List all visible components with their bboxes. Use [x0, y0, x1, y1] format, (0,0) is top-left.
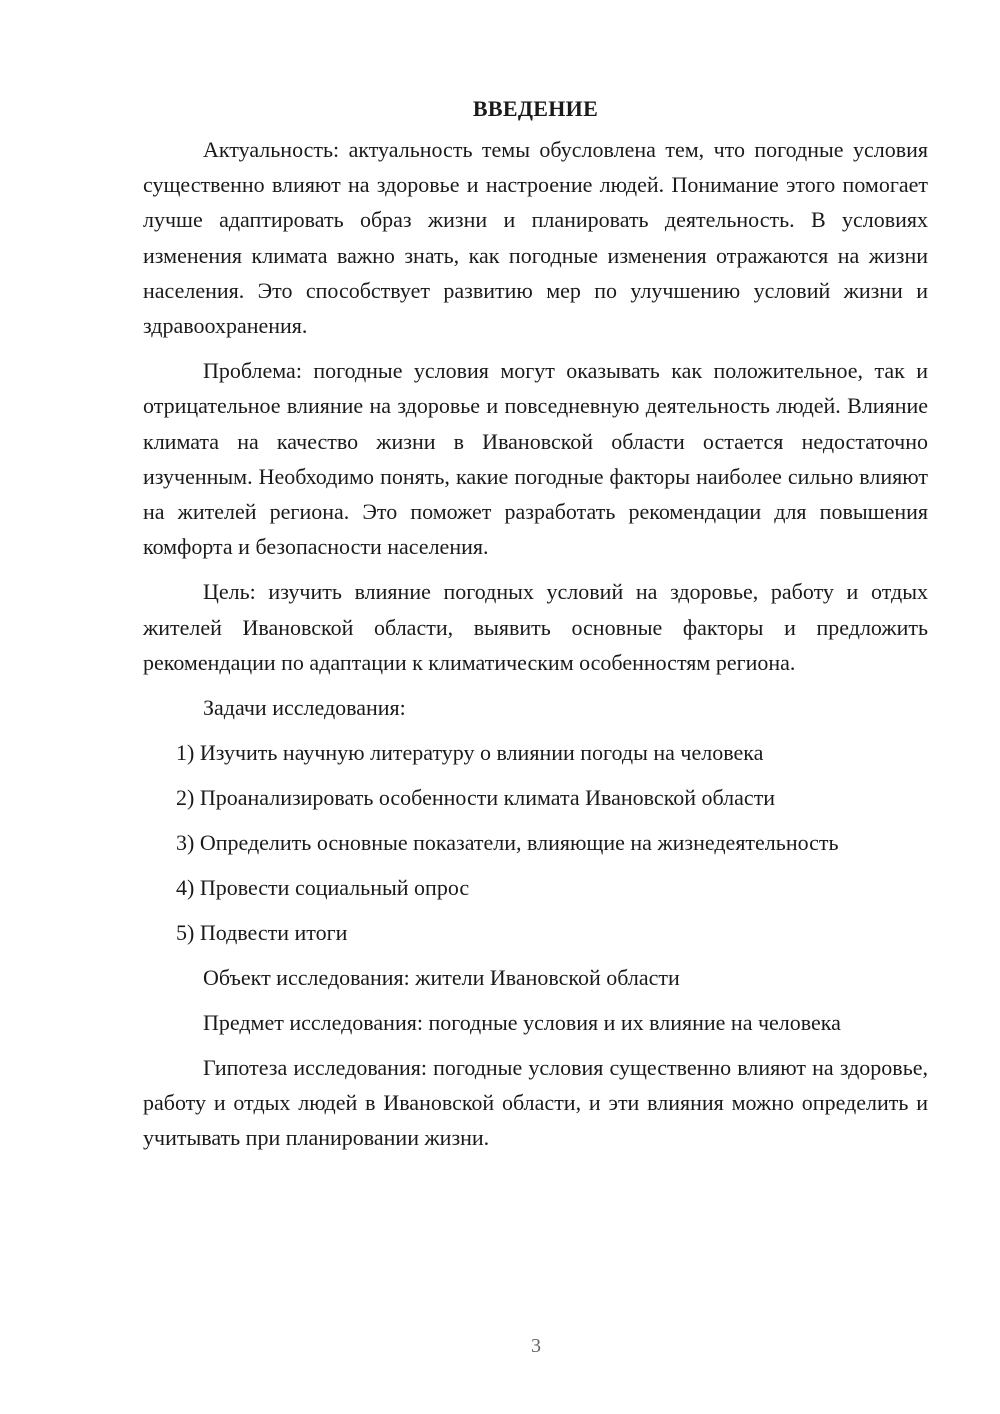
problem-paragraph: Проблема: погодные условия могут оказывать как положительное, так и отрицательное влияние на здоровье и повседневную деятельность людей. Влияние климата на качество жизни в Ивановской области остается недостаточно изученным. Необходимо понять, какие погодные факторы наиболее сильно влияют на жителей региона. Это поможет разработать рекомендации для повышения комфорта и безопасности населения. [143, 358, 928, 560]
task-item: 5) Подвести итоги [176, 920, 348, 946]
relevance-paragraph: Актуальность: актуальность темы обусловлена тем, что погодные условия существенно влияют на здоровье и настроение людей. Понимание этого помогает лучше адаптировать образ жизни и планировать деятельность. В условиях изменения климата важно знать, как погодные изменения отражаются на жизни населения. Это способствует развитию мер по улучшению условий жизни и здравоохранения. [143, 137, 928, 339]
goal-paragraph: Цель: изучить влияние погодных условий на здоровье, работу и отдых жителей Ивановской области, выявить основные факторы и предложить рекомендации по адаптации к климатическим особенностям региона. [143, 579, 928, 675]
hypothesis-paragraph: Гипотеза исследования: погодные условия существенно влияют на здоровье, работу и отдых людей в Ивановской области, и эти влияния можно определить и учитывать при планировании жизни. [143, 1055, 928, 1151]
task-item: 3) Определить основные показатели, влияющие на жизнедеятельность [176, 830, 839, 856]
tasks-heading: Задачи исследования: [203, 695, 406, 721]
document-page [143, 92, 928, 1166]
page-title: ВВЕДЕНИЕ [472, 96, 599, 121]
tasks-list [143, 735, 928, 950]
research-subject: Предмет исследования: погодные условия и их влияние на человека [203, 1010, 841, 1036]
page-number: 3 [531, 1335, 541, 1357]
task-item: 4) Провести социальный опрос [176, 875, 470, 901]
task-item: 1) Изучить научную литературу о влиянии погоды на человека [176, 740, 764, 766]
task-item: 2) Проанализировать особенности климата Ивановской области [176, 785, 776, 811]
research-object: Объект исследования: жители Ивановской области [203, 965, 680, 991]
